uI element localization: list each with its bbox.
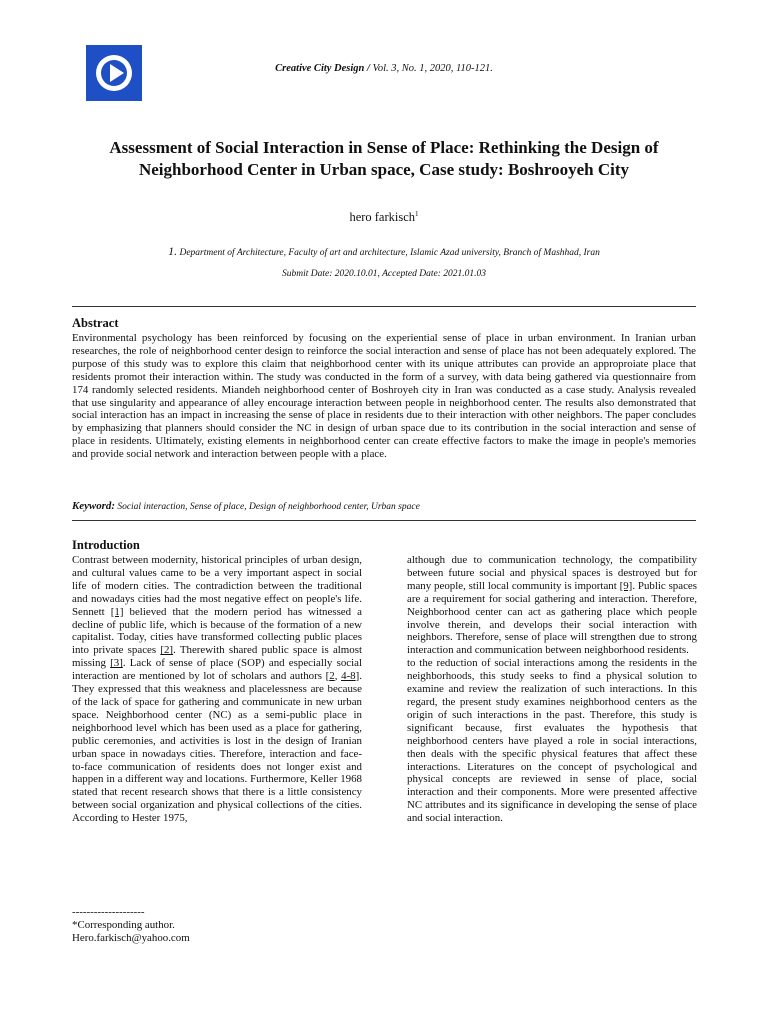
submission-dates: Submit Date: 2020.10.01, Accepted Date: 2021.01.03 [281, 269, 487, 279]
affiliation-number: 1. [168, 244, 178, 258]
introduction-heading: Introduction [72, 538, 140, 552]
author-email: Hero.farkisch@yahoo.com [72, 932, 190, 944]
introduction-right-column [407, 554, 697, 825]
journal-name: Creative City Design / [275, 63, 370, 74]
footnote-divider: -------------------- [72, 906, 145, 918]
author-name: hero farkisch [349, 210, 416, 225]
text-run: ]. They expressed that this weakness and placelessness are because of the lack of space for gathering and communicate in new urban space. Neighborhood center (NC) as a semi-public place in neighborhood level which has been used as a place for gathering, public ceremonies, and activities is lost in the design of Iranian urban space in nowadays cities. Therefore, interaction and face-to-face communication of residents does not longer exist and happen in a different way and locations. Furthermore, Keller 1968 stated that recent research shows that there is a little consistency between social organization and physical collections of the cities. According to Hester 1975, [72, 670, 362, 825]
text-run: believed that the modern period has witnessed a decline of public life, which is because of the formation of a new capitalist. Today, cities have transformed collecting public places into private spaces [72, 605, 362, 657]
text-run: , [334, 670, 342, 683]
abstract-top-rule [72, 306, 696, 307]
introduction-paragraph: to the reduction of social interactions among the residents in the neighborhoods, this study seeks to find a physical solution to examine and review the realization of such interactions. In this regard, the present study examines neighborhood centers as the origin of such interactions in the past. Therefore, this study is significant because, first evaluates the hypothesis that neighborhood centers have played a role in social interactions, then deals with the specific physical features that affect these interactions. Literatures on the concept of psychological and physical concepts are reviewed in sense of place, social interaction and their components. More were presented affective NC attributes and its significance in developing the sense of place and social interaction. [407, 657, 697, 825]
citation-link[interactable]: 4-8 [341, 670, 356, 683]
introduction-left-column [72, 554, 362, 825]
citation-link[interactable]: 2 [329, 670, 335, 683]
citation-link[interactable]: [2] [160, 644, 174, 657]
text-run: . Therewith shared public space is almost missing [72, 644, 362, 670]
author-superscript: 1 [415, 210, 419, 218]
journal-citation [0, 63, 768, 74]
corresponding-author-note: *Corresponding author. [72, 919, 175, 931]
journal-issue: Vol. 3, No. 1, 2020, 110-121. [369, 63, 493, 74]
citation-link[interactable]: [9] [619, 579, 633, 592]
introduction-paragraph [407, 554, 697, 657]
text-run: although due to communication technology, the compatibility between future social and physical spaces is destroyed but for many people, still local community is important [407, 554, 697, 592]
affiliation-text: Department of Architecture, Faculty of art and architecture, Islamic Azad university, Branch of Mashhad, Iran [177, 248, 600, 258]
keyword-label: Keyword: [72, 500, 115, 512]
author-line [0, 210, 768, 225]
text-run: . Public spaces are a requirement for social gathering and interaction. Therefore, Neighborhood center can act as gathering place which people involve therein, and develops their social interaction with neighbors. Therefore, sense of place will strengthen due to strong interaction and communication between neighborhood residents. [407, 579, 697, 657]
keyword-text: Social interaction, Sense of place, Design of neighborhood center, Urban space [114, 502, 420, 512]
abstract-body: Environmental psychology has been reinforced by focusing on the experiential sense of place in urban environment. In Iranian urban researches, the role of neighborhood center design to reinforce the social interaction and sense of place has not been adequately explored. The purpose of this study was to explore this claim that neighborhood center with its unique attributes can provide an approproiate place that residents promot their interaction within. The study was conducted in the form of a survey, with data being gathered via questionnaire from 174 randomly selected residents. Miandeh neighborhood center of Boshroyeh city in Iran was conducted as a case study. Analysis revealed that use singularity and appearance of alley encourage interaction between people in neighborhood center. The results also demonstrated that social interaction has an impact in increasing the sense of place in residents due to their interaction with other neighbors. The paper concludes by emphasizing that planners should consider the NC in design of urban space due to its contribution in the social interaction and sense of place in residents. Ultimately, existing elements in neighborhood center can create effective factors to make the image in people's memories and provide social network and interaction between people with a place. [72, 332, 696, 461]
abstract-bottom-rule [72, 520, 696, 521]
abstract-heading: Abstract [72, 316, 119, 330]
paper-title: Assessment of Social Interaction in Sense of Place: Rethinking the Design of Neighborhood Center in Urban space, Case study: Boshrooyeh City [109, 138, 659, 179]
keyword-line [72, 500, 696, 512]
citation-link[interactable]: [1] [110, 605, 124, 618]
footnote [72, 906, 362, 945]
introduction-paragraph [72, 554, 362, 825]
text-run: . Lack of sense of place (SOP) and especially social interaction are mentioned by lot of scholars and authors [ [72, 657, 362, 683]
affiliation [0, 244, 768, 259]
citation-link[interactable]: [3] [110, 657, 123, 670]
text-run: Contrast between modernity, historical principles of urban design, and cultural values came to be a very important aspect in social life of modern cities. The contradiction between the traditional and nowadays cities had the most negative effect on people's life. Sennett [72, 554, 362, 618]
